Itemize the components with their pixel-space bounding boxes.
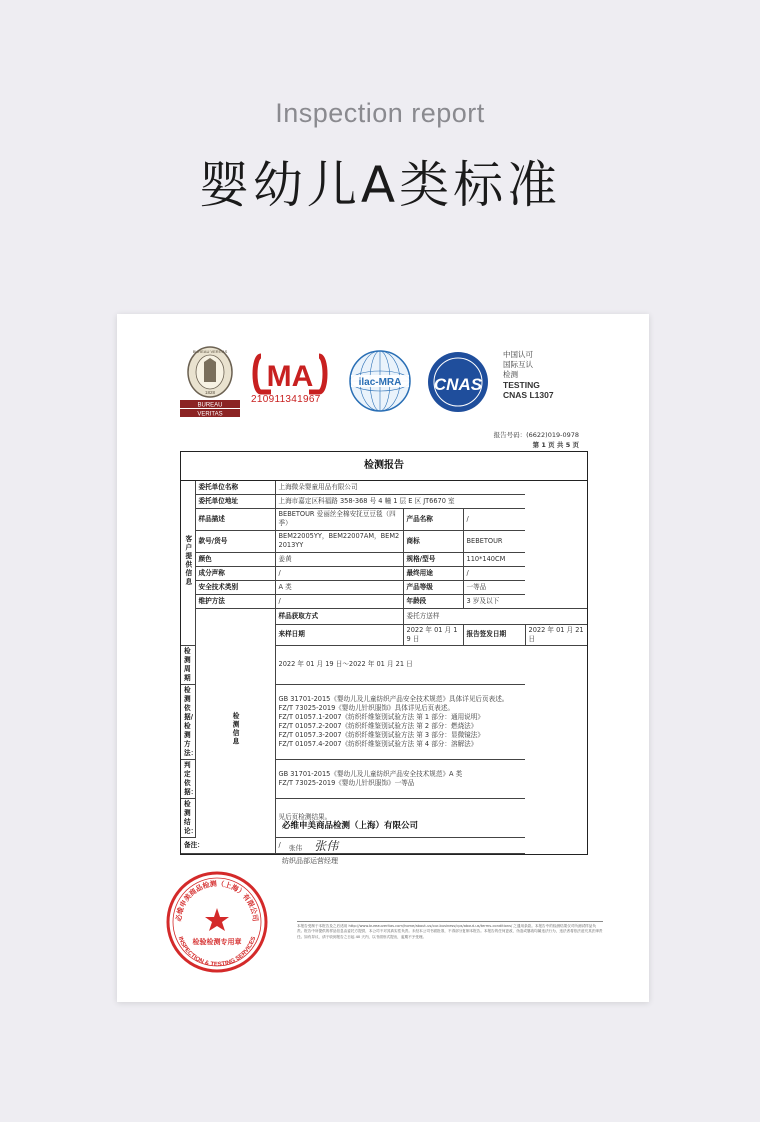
method-item: FZ/T 01057.1-2007《纺织纤维鉴别试验方法 第 1 部分：通用说明》 xyxy=(278,712,484,721)
conclusion-label: 检测结论： xyxy=(181,798,195,837)
report-meta xyxy=(494,430,579,450)
test-section-label: 检测信息 xyxy=(195,608,275,853)
sampling-label: 样品获取方式 xyxy=(275,608,403,624)
recv-date-label: 来样日期 xyxy=(275,624,403,645)
client-name-label: 委托单位名称 xyxy=(195,481,275,494)
client-addr: 上海市嘉定区科福路 358-368 号 4 幢 1 层 E 区 JT6670 室 xyxy=(275,494,525,508)
grade: 一等品 xyxy=(463,580,525,594)
bv-banner-1: BUREAU xyxy=(197,402,223,409)
cnas-line: 检测 xyxy=(503,370,518,379)
disclaimer-text: 本报告受制于本报告及之后适用 http://www.bureauveritas.com/home/about-us/our-business/cps/about-us/terms-conditions/ 之通用条款。本报告中的检测结果仅对所测试样品负责。报告中所提供的样品信息由委托方提供，本公司不对其真实性负责。未经本公司书面批准，不得部分复制本报告。本报告的任何更改、伪造或篡改均属违法行为，违法者将依法追究其法律责任。如有异议，请于收到报告之日起 40 天内，以书面形式提出，逾期不予受理。 xyxy=(297,921,603,940)
stamp-top-text: 必维申美商品检测（上海）有限公司 xyxy=(174,879,260,922)
care-label: 维护方法 xyxy=(195,594,275,608)
recv-date: 2022 年 01 月 19 日 xyxy=(403,624,463,645)
client-addr-label: 委托单位地址 xyxy=(195,494,275,508)
handwritten-signature: 张伟 xyxy=(314,839,339,853)
test-period: 2022 年 01 月 19 日～2022 年 01 月 21 日 xyxy=(275,645,525,684)
issue-date: 2022 年 01 月 21 日 xyxy=(525,624,587,645)
signer-position: 纺织品部运营经理 xyxy=(282,857,338,865)
brand-label: 商标 xyxy=(403,530,463,552)
safety-label: 安全技术类别 xyxy=(195,580,275,594)
sampling: 委托方送样 xyxy=(403,608,587,624)
spec-label: 规格/型号 xyxy=(403,552,463,566)
cnas-line: 中国认可 xyxy=(503,350,533,359)
stamp-center-text: 检验检测专用章 xyxy=(192,938,242,946)
page-number: 第 1 页 共 5 页 xyxy=(532,441,579,449)
spec: 110*140CM xyxy=(463,552,525,566)
report-number: 报告号码：(6622)019-0978 xyxy=(493,431,579,439)
client-section-label: 客户提供信息 xyxy=(181,481,195,645)
issue-date-label: 报告签发日期 xyxy=(463,624,525,645)
end-use-label: 最终用途 xyxy=(403,566,463,580)
remark: / xyxy=(275,837,525,853)
sample-desc: BEBETOUR 爱丽丝全棉安抚豆豆毯（四季） xyxy=(275,508,403,530)
brand: BEBETOUR xyxy=(463,530,525,552)
grade-label: 产品等级 xyxy=(403,580,463,594)
method-item: FZ/T 01057.4-2007《纺织纤维鉴别试验方法 第 4 部分：溶解法》 xyxy=(278,739,478,748)
cnas-line: CNAS L1307 xyxy=(503,390,554,400)
care: / xyxy=(275,594,403,608)
age: 3 岁及以下 xyxy=(463,594,525,608)
cnas-logo xyxy=(421,350,495,414)
cma-number: 210911341967 xyxy=(251,394,321,405)
report-title: 检测报告 xyxy=(181,452,587,481)
signer-name: 张伟 xyxy=(289,844,302,852)
test-period-label: 检测周期 xyxy=(181,645,195,684)
conclusion: 见后页检测结果。 xyxy=(275,798,525,837)
report-document xyxy=(117,314,649,1002)
bv-year: 1828 xyxy=(204,390,216,395)
cnas-mark: CNAS xyxy=(433,375,483,394)
model: BEM22005YY，BEM22007AM，BEM22013YY xyxy=(275,530,403,552)
cnas-accreditation-text xyxy=(503,350,554,400)
page-title: 婴幼儿A类标准 xyxy=(198,156,562,214)
test-report-table xyxy=(180,451,588,855)
page-subtitle: Inspection report xyxy=(275,98,485,128)
testing-company: 必维申美商品检测（上海）有限公司 xyxy=(282,821,419,831)
method-item: FZ/T 73025-2019《婴幼儿针织服饰》具体详见后页表述。 xyxy=(278,703,454,712)
safety: A 类 xyxy=(275,580,403,594)
report-rows xyxy=(181,481,587,854)
certification-logos xyxy=(173,344,633,424)
client-name: 上海微朵婴童用品有限公司 xyxy=(275,481,525,494)
cnas-line: 国际互认 xyxy=(503,360,533,369)
color: 姜黄 xyxy=(275,552,403,566)
model-label: 款号/货号 xyxy=(195,530,275,552)
ilac-mark: ilac-MRA xyxy=(358,377,402,388)
end-use: / xyxy=(463,566,525,580)
cnas-line: TESTING xyxy=(503,380,540,390)
official-stamp xyxy=(165,870,269,974)
cma-mark: MA xyxy=(266,360,314,393)
method-label: 检测依据/检测方法： xyxy=(181,684,195,759)
composition-label: 成分声称 xyxy=(195,566,275,580)
judgement-label: 判定依据： xyxy=(181,759,195,798)
bv-banner-2: VERITAS xyxy=(197,411,223,418)
age-label: 年龄段 xyxy=(403,594,463,608)
method-item: FZ/T 01057.3-2007《纺织纤维鉴别试验方法 第 3 部分：显微镜法》 xyxy=(278,730,484,739)
judgement-item: FZ/T 73025-2019《婴幼儿针织服饰》一等品 xyxy=(278,778,415,787)
composition: / xyxy=(275,566,403,580)
bv-top-text: BUREAU VERITAS xyxy=(192,349,228,354)
judgements xyxy=(275,759,525,798)
ilac-mra-logo xyxy=(345,348,415,414)
judgement-item: GB 31701-2015《婴幼儿及儿童纺织产品安全技术规范》A 类 xyxy=(278,769,463,778)
bureau-veritas-logo xyxy=(179,344,241,420)
product-name: / xyxy=(463,508,525,530)
methods xyxy=(275,684,525,759)
method-item: GB 31701-2015《婴幼儿及儿童纺织产品安全技术规范》具体详见后页表述。 xyxy=(278,694,509,703)
sample-desc-label: 样品描述 xyxy=(195,508,275,530)
method-item: FZ/T 01057.2-2007《纺织纤维鉴别试验方法 第 2 部分：燃烧法》 xyxy=(278,721,478,730)
remark-label: 备注： xyxy=(181,837,275,853)
color-label: 颜色 xyxy=(195,552,275,566)
stamp-bottom-text: INSPECTION & TESTING SERVICES xyxy=(176,935,258,969)
product-name-label: 产品名称 xyxy=(403,508,463,530)
signer xyxy=(289,837,338,854)
